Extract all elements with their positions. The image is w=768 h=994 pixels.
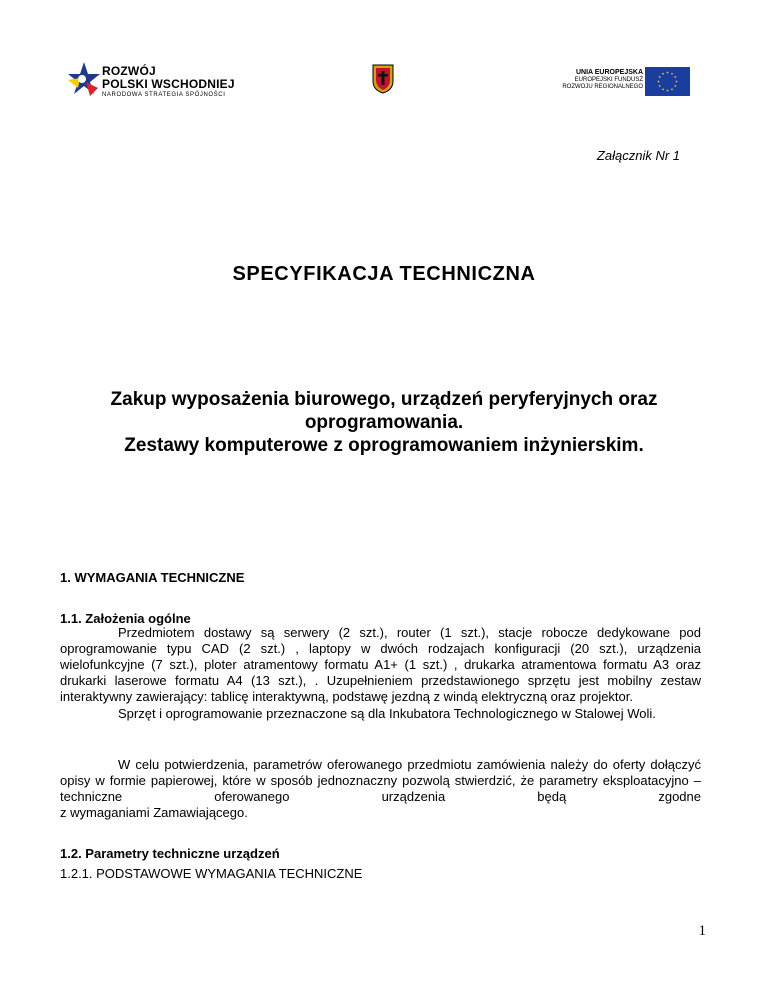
attachment-label: Załącznik Nr 1	[596, 148, 680, 163]
city-crest-icon	[372, 64, 394, 94]
rpw-star-icon	[64, 58, 102, 102]
page-number: 1	[698, 923, 706, 939]
section-heading-1: 1. WYMAGANIA TECHNICZNE	[60, 570, 245, 585]
logo-rozwoj-polski-wschodniej	[64, 58, 264, 102]
logo-right-line3: ROZWOJU REGIONALNEGO	[562, 83, 643, 90]
paragraph-scope: Przedmiotem dostawy są serwery (2 szt.), router (1 szt.), stacje robocze dedykowane pod oprogramowanie typu CAD (2 szt.) , laptopy w dwóch rodzajach konfiguracji (20 szt.), urządzenia wielofunkcyjne (7 szt.), ploter atramentowy formatu A1+ (1 szt.) , drukarka atramentowa formatu A3 oraz drukarki laserowe formatu A4 (13 szt.), . Uzupełnieniem przedstawionego sprzętu jest mobilny zestaw interaktywny zawierający: tablicę interaktywną, podstawę jezdną z windą elektryczną oraz projektor.	[60, 625, 701, 704]
paragraph-requirements	[60, 757, 701, 821]
section-heading-1-1: 1.1. Założenia ogólne	[60, 611, 191, 626]
logo-right-line1: UNIA EUROPEJSKA	[575, 69, 643, 76]
paragraph-requirements-end: z wymaganiami Zamawiającego.	[60, 805, 248, 820]
logo-left-line1: ROZWÓJ	[102, 64, 156, 78]
section-heading-1-2: 1.2. Parametry techniczne urządzeń	[60, 846, 280, 861]
logo-left-line3: NARODOWA STRATEGIA SPÓJNOŚCI	[102, 92, 226, 99]
paragraph-requirements-main: W celu potwierdzenia, parametrów oferowanego przedmiotu zamówienia należy do oferty dołączyć opisy w formie papierowej, które w sposób jednoznaczny pozwolą stwierdzić, że parametry eksploatacyjno – techniczne oferowanego urządzenia będą zgodne	[60, 757, 701, 804]
section-heading-1-2-1: 1.2.1. PODSTAWOWE WYMAGANIA TECHNICZNE	[60, 866, 363, 881]
logo-left-line2: POLSKI WSCHODNIEJ	[102, 76, 235, 91]
subtitle-line1: Zakup wyposażenia biurowego, urządzeń peryferyjnych oraz	[110, 389, 658, 410]
subtitle-line3: Zestawy komputerowe z oprogramowaniem inżynierskim.	[124, 435, 644, 457]
document-title: SPECYFIKACJA TECHNICZNA	[232, 263, 536, 285]
logo-unia-europejska	[560, 66, 695, 98]
paragraph-purpose: Sprzęt i oprogramowanie przeznaczone są dla Inkubatora Technologicznego w Stalowej Woli.	[118, 706, 656, 721]
eu-flag-icon	[645, 67, 690, 96]
logo-right-line2: EUROPEJSKI FUNDUSZ	[574, 77, 643, 84]
document-subtitle	[60, 388, 708, 458]
subtitle-line2: oprogramowania.	[304, 412, 464, 434]
